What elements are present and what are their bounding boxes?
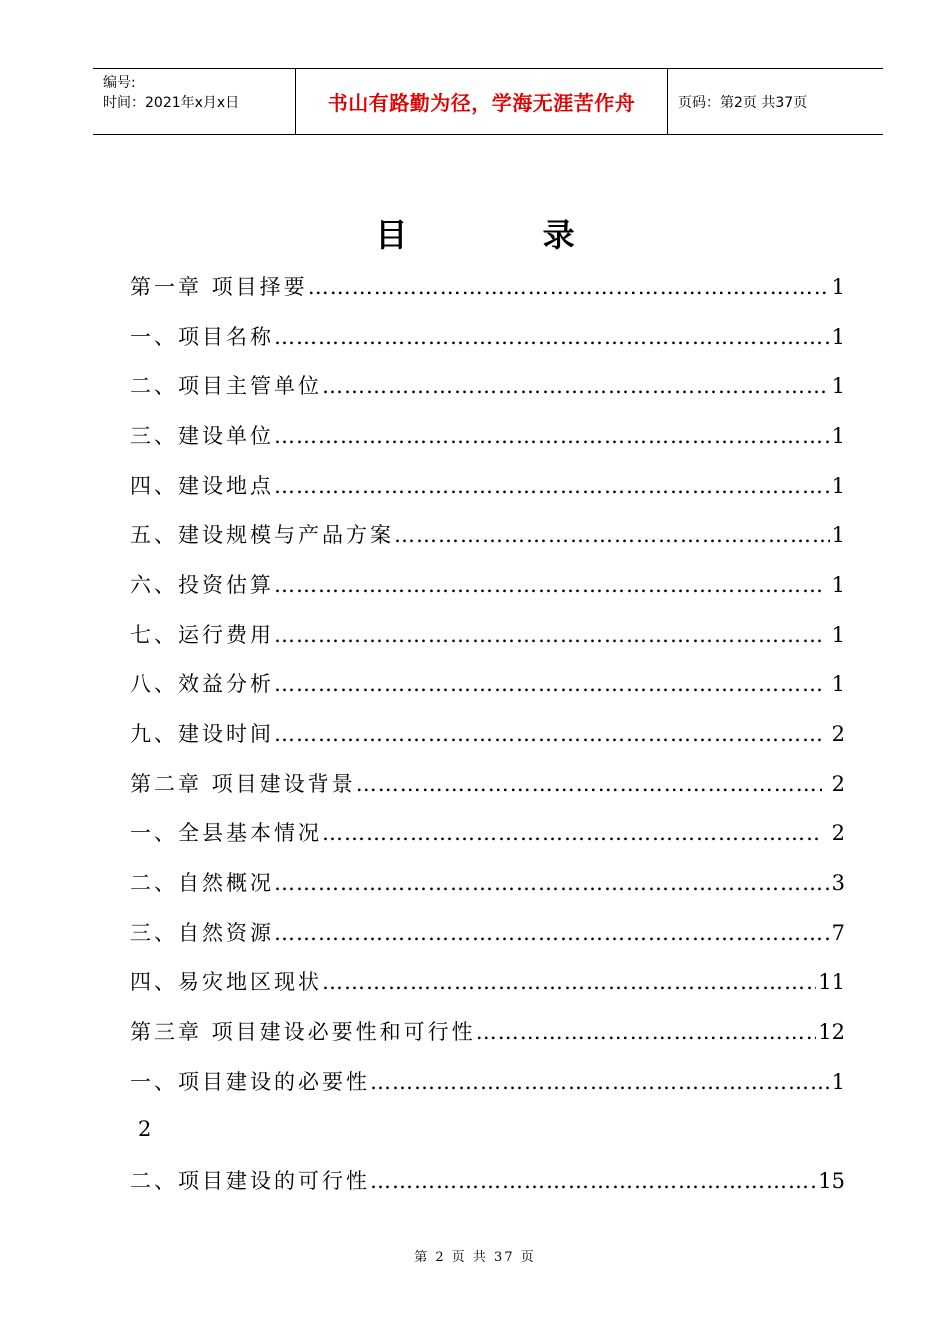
- toc-entry-title: 四、建设地点: [130, 473, 274, 498]
- toc-entry[interactable]: [130, 1007, 845, 1057]
- toc-entry[interactable]: [130, 1156, 845, 1206]
- toc-entry-page: 1: [831, 572, 845, 597]
- page-header: [93, 68, 883, 135]
- toc-entry[interactable]: [130, 560, 845, 610]
- toc-entry-title: 七、运行费用: [130, 622, 274, 647]
- toc-leader-dots: [274, 464, 830, 508]
- toc-entry-title: 五、建设规模与产品方案: [130, 523, 394, 548]
- toc-entry-page: 3: [831, 871, 845, 896]
- toc-leader-dots: [308, 265, 830, 309]
- toc-entry[interactable]: [130, 759, 845, 809]
- toc-entry[interactable]: [130, 312, 845, 362]
- toc-entry-title: 四、易灾地区现状: [130, 970, 322, 995]
- page-footer: 第 2 页 共 37 页: [414, 1250, 536, 1265]
- toc-entry[interactable]: [130, 858, 845, 908]
- toc-entry[interactable]: [130, 411, 845, 461]
- toc-leader-dots: [322, 960, 816, 1004]
- table-of-contents: [130, 262, 845, 1206]
- toc-entry-page: 1: [831, 523, 845, 548]
- toc-entry-title: 二、自然概况: [130, 871, 274, 896]
- toc-entry-page: 2: [831, 722, 845, 747]
- toc-entry-title: 第一章 项目择要: [130, 274, 308, 299]
- document-number-label: 编号:: [103, 75, 136, 91]
- toc-leader-dots: [274, 911, 830, 955]
- toc-entry-page: 1: [831, 324, 845, 349]
- toc-entry-page: 1: [831, 473, 845, 498]
- header-page-label: 页码：第2页 共37页: [678, 94, 808, 111]
- header-meta: [93, 69, 295, 134]
- toc-entry-title: 一、全县基本情况: [130, 821, 322, 846]
- toc-entry[interactable]: [130, 958, 845, 1008]
- toc-entry-title: 第三章 项目建设必要性和可行性: [130, 1020, 476, 1045]
- toc-entry[interactable]: [130, 510, 845, 560]
- toc-entry-page: 2: [831, 771, 845, 796]
- toc-entry-title: 二、项目建设的可行性: [130, 1169, 370, 1194]
- toc-entry-page: 1: [831, 1069, 845, 1094]
- toc-leader-dots: [274, 414, 830, 458]
- toc-entry-title: 三、自然资源: [130, 920, 274, 945]
- toc-entry[interactable]: [130, 361, 845, 411]
- toc-entry-page: 15: [818, 1169, 845, 1194]
- toc-entry[interactable]: [130, 908, 845, 958]
- toc-entry-page: 12: [818, 1020, 845, 1045]
- toc-leader-dots: [322, 364, 830, 408]
- toc-entry-title: 第二章 项目建设背景: [130, 771, 356, 796]
- toc-entry-page: 2: [831, 821, 845, 846]
- toc-leader-dots: [274, 662, 822, 706]
- toc-entry-title: 一、项目名称: [130, 324, 274, 349]
- toc-entry[interactable]: [130, 809, 845, 859]
- toc-leader-dots: [322, 811, 822, 855]
- toc-leader-dots: [274, 315, 830, 359]
- toc-entry-page: 1: [831, 622, 845, 647]
- toc-entry-title: 一、项目建设的必要性: [130, 1069, 370, 1094]
- toc-leader-dots: [274, 563, 822, 607]
- toc-title: 目 录: [375, 216, 637, 254]
- document-time-label: 时间：2021年x月x日: [103, 95, 240, 111]
- toc-entry-title: 三、建设单位: [130, 423, 274, 448]
- toc-entry-page: 1: [831, 374, 845, 399]
- toc-entry[interactable]: [130, 461, 845, 511]
- toc-entry[interactable]: [130, 660, 845, 710]
- toc-entry[interactable]: [130, 1057, 845, 1107]
- toc-entry-title: 六、投资估算: [130, 572, 274, 597]
- toc-entry[interactable]: [130, 610, 845, 660]
- toc-leader-dots: [274, 861, 830, 905]
- toc-entry[interactable]: [130, 262, 845, 312]
- toc-entry-title: 八、效益分析: [130, 672, 274, 697]
- toc-entry-page: 7: [831, 920, 845, 945]
- toc-leader-dots: [274, 712, 822, 756]
- toc-leader-dots: [356, 762, 822, 806]
- toc-entry-title: 二、项目主管单位: [130, 374, 322, 399]
- toc-entry-page: 1: [831, 423, 845, 448]
- toc-entry-page: 1: [831, 274, 845, 299]
- toc-leader-dots: [370, 1159, 816, 1203]
- toc-entry-title: 九、建设时间: [130, 722, 274, 747]
- toc-leader-dots: [274, 613, 822, 657]
- toc-entry-page: 1: [831, 672, 845, 697]
- toc-entry-continuation: 2: [138, 1116, 152, 1141]
- toc-leader-dots: [370, 1060, 830, 1104]
- toc-entry-page: 11: [818, 970, 845, 995]
- header-motto: 书山有路勤为径，学海无涯苦作舟: [295, 69, 668, 134]
- toc-leader-dots: [394, 513, 830, 557]
- toc-entry[interactable]: [130, 709, 845, 759]
- toc-leader-dots: [476, 1010, 817, 1054]
